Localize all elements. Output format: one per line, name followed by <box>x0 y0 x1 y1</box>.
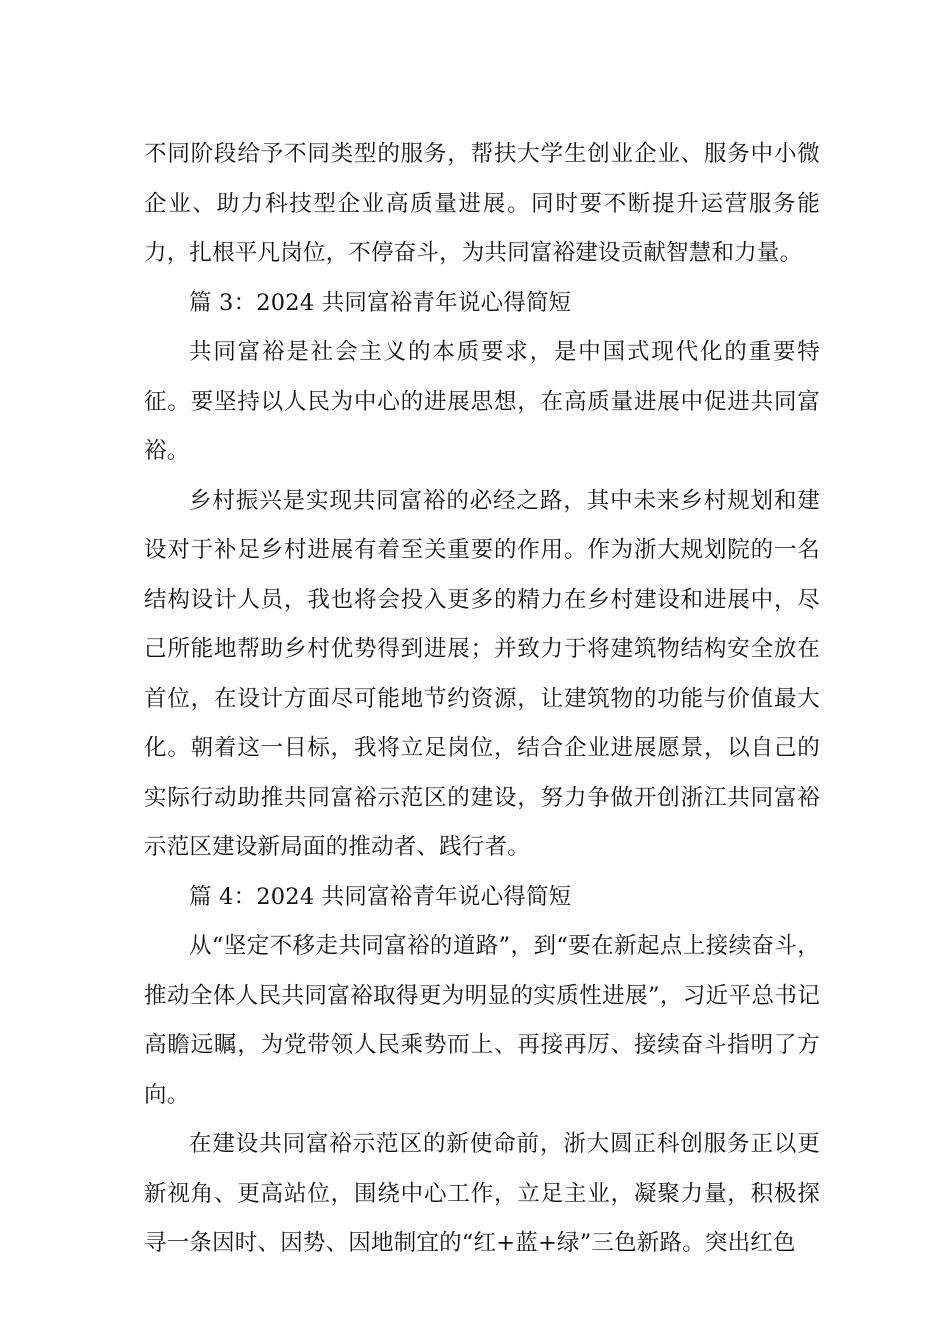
paragraph: 在建设共同富裕示范区的新使命前，浙大圆正科创服务正以更新视角、更高站位，围绕中心工作，立足主业，凝聚力量，积极探寻一条因时、因势、因地制宜的“红+蓝+绿”三色新路。突出红色 <box>144 1131 820 1256</box>
section-heading-3: 篇 3：2024 共同富裕青年说心得简短 <box>189 289 572 316</box>
paragraph: 从“坚定不移走共同富裕的道路”，到“要在新起点上接续奋斗，推动全体人民共同富裕取得更为明显的实质性进展”，习近平总书记高瞻远瞩，为党带领人民乘势而上、再接再厉、接续奋斗指明了方向。 <box>144 933 820 1108</box>
section-heading-4: 篇 4：2024 共同富裕青年说心得简短 <box>189 883 572 910</box>
paragraph: 乡村振兴是实现共同富裕的必经之路，其中未来乡村规划和建设对于补足乡村进展有着至关重要的作用。作为浙大规划院的一名结构设计人员，我也将会投入更多的精力在乡村建设和进展中，尽己所能地帮助乡村优势得到进展；并致力于将建筑物结构安全放在首位，在设计方面尽可能地节约资源，让建筑物的功能与价值最大化。朝着这一目标，我将立足岗位，结合企业进展愿景，以自己的实际行动助推共同富裕示范区的建设，努力争做开创浙江共同富裕示范区建设新局面的推动者、践行者。 <box>144 487 820 860</box>
paragraph: 共同富裕是社会主义的本质要求，是中国式现代化的重要特征。要坚持以人民为中心的进展思想，在高质量进展中促进共同富裕。 <box>144 339 820 464</box>
document-body <box>144 130 820 1269</box>
continuation-paragraph: 不同阶段给予不同类型的服务，帮扶大学生创业企业、服务中小微企业、助力科技型企业高质量进展。同时要不断提升运营服务能力，扎根平凡岗位，不停奋斗，为共同富裕建设贡献智慧和力量。 <box>144 141 820 266</box>
